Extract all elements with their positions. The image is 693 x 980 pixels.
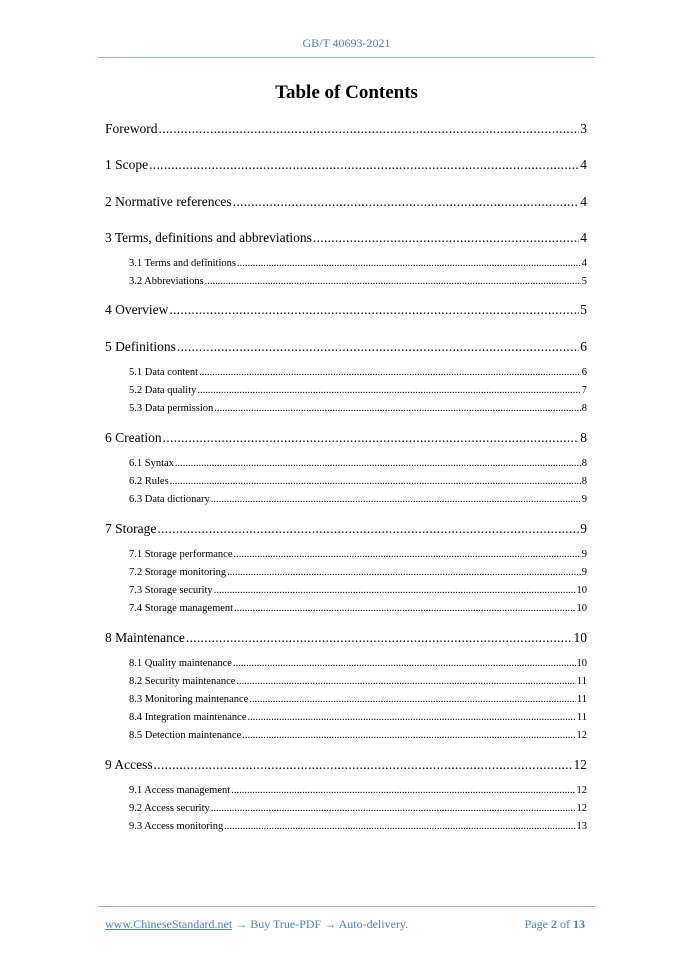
toc-leader-dots: [248, 712, 576, 723]
toc-chapter[interactable]: [105, 157, 587, 173]
toc-entry-page: 4: [580, 230, 587, 245]
toc-entry-page: 6: [580, 339, 587, 354]
toc-leader-dots: [199, 367, 581, 378]
toc-section[interactable]: [129, 712, 587, 723]
toc-leader-dots: [186, 630, 573, 646]
toc-entry-page: 4: [580, 194, 587, 209]
toc-entry-page: 8: [580, 430, 587, 445]
toc-entry-page: 5: [581, 276, 587, 287]
toc-leader-dots: [224, 821, 575, 832]
toc-leader-dots: [211, 803, 576, 814]
toc-entry-page: 9: [581, 567, 587, 578]
toc-leader-dots: [233, 194, 580, 210]
toc-section[interactable]: [129, 585, 587, 596]
toc-leader-dots: [233, 658, 576, 669]
toc-entry-label: 8 Maintenance: [105, 630, 185, 645]
page-current: 2: [551, 917, 557, 931]
toc-chapter[interactable]: [105, 121, 587, 137]
toc-leader-dots: [236, 676, 575, 687]
toc-leader-dots: [214, 585, 576, 596]
toc-entry-page: 3: [580, 121, 587, 136]
toc-entry-page: 10: [576, 585, 587, 596]
toc-entry-page: 6: [581, 367, 587, 378]
header-doc-id: GB/T 40693-2021: [302, 36, 391, 50]
toc-entry-page: 4: [580, 157, 587, 172]
toc-entry-label: 3.2 Abbreviations: [129, 276, 204, 287]
buy-pdf-link[interactable]: Buy True-PDF: [250, 917, 322, 931]
toc-entry-label: 9.2 Access security: [129, 803, 210, 814]
toc-entry-label: 8.2 Security maintenance: [129, 676, 236, 687]
toc-section[interactable]: [129, 785, 587, 796]
toc-entry-label: 6.2 Rules: [129, 476, 169, 487]
toc-leader-dots: [157, 521, 579, 537]
toc-leader-dots: [197, 385, 580, 396]
toc-leader-dots: [214, 403, 580, 414]
toc-entry-label: 5.1 Data content: [129, 367, 199, 378]
toc-leader-dots: [149, 157, 579, 173]
toc-leader-dots: [237, 258, 581, 269]
toc-leader-dots: [234, 549, 581, 560]
toc-entry-label: 8.3 Monitoring maintenance: [129, 694, 249, 705]
arrow-right-icon: →: [324, 917, 337, 931]
toc-entry-page: 10: [576, 603, 587, 614]
toc-chapter[interactable]: [105, 757, 587, 773]
page-title: Table of Contents: [275, 82, 418, 103]
toc-section[interactable]: [129, 458, 587, 469]
toc-entry-page: 8: [581, 403, 587, 414]
toc-section[interactable]: [129, 694, 587, 705]
toc-entry-page: 12: [576, 785, 587, 796]
toc-leader-dots: [169, 302, 579, 318]
site-link[interactable]: www.ChineseStandard.net: [105, 917, 233, 931]
toc-entry-page: 11: [576, 712, 587, 723]
toc-entry-label: 7.4 Storage management: [129, 603, 234, 614]
toc-section[interactable]: [129, 367, 587, 378]
toc-entry-label: 7.1 Storage performance: [129, 549, 233, 560]
toc-section[interactable]: [129, 549, 587, 560]
toc-entry-page: 11: [576, 694, 587, 705]
toc-leader-dots: [205, 276, 581, 287]
toc-entry-label: 3 Terms, definitions and abbreviations: [105, 230, 312, 245]
toc-entry-page: 7: [581, 385, 587, 396]
toc-section[interactable]: [129, 803, 587, 814]
toc-section[interactable]: [129, 603, 587, 614]
toc-entry-page: 10: [573, 630, 587, 645]
page-word: Page: [524, 917, 548, 931]
toc-entry-page: 12: [576, 803, 587, 814]
toc-entry-label: 5 Definitions: [105, 339, 176, 354]
toc-entry-page: 11: [576, 676, 587, 687]
toc-section[interactable]: [129, 385, 587, 396]
toc-section[interactable]: [129, 276, 587, 287]
toc-leader-dots: [227, 567, 581, 578]
toc-leader-dots: [175, 458, 581, 469]
toc-entry-page: 8: [581, 476, 587, 487]
toc-section[interactable]: [129, 258, 587, 269]
toc-leader-dots: [234, 603, 575, 614]
toc-entry-label: 9.1 Access management: [129, 785, 231, 796]
arrow-right-icon: →: [235, 917, 248, 931]
toc-section[interactable]: [129, 821, 587, 832]
toc-leader-dots: [177, 339, 579, 355]
page-indicator: [525, 917, 585, 932]
toc-entry-page: 10: [576, 658, 587, 669]
toc-section[interactable]: [129, 676, 587, 687]
toc-entry-label: 3.1 Terms and definitions: [129, 258, 236, 269]
toc-chapter[interactable]: [105, 339, 587, 355]
toc-entry-label: Foreword: [105, 121, 158, 136]
toc-entry-page: 12: [573, 757, 587, 772]
delivery-text: Auto-delivery.: [338, 917, 409, 931]
toc-leader-dots: [170, 476, 581, 487]
toc-chapter[interactable]: [105, 630, 587, 646]
toc-chapter[interactable]: [105, 430, 587, 446]
toc-entry-page: 13: [576, 821, 587, 832]
toc-section[interactable]: [129, 730, 587, 741]
toc-entry-label: 5.3 Data permission: [129, 403, 214, 414]
toc-entry-page: 9: [581, 494, 587, 505]
toc-leader-dots: [211, 494, 581, 505]
toc-leader-dots: [159, 121, 580, 137]
toc-entry-label: 5.2 Data quality: [129, 385, 197, 396]
header-divider: [98, 57, 595, 58]
toc-section[interactable]: [129, 476, 587, 487]
toc-entry-label: 6.3 Data dictionary: [129, 494, 210, 505]
toc-entry-label: 2 Normative references: [105, 194, 232, 209]
toc-leader-dots: [313, 230, 579, 246]
toc-entry-page: 8: [581, 458, 587, 469]
toc-entry-page: 5: [580, 302, 587, 317]
toc-entry-page: 9: [581, 549, 587, 560]
toc-entry-page: 12: [576, 730, 587, 741]
toc-entry-label: 7.3 Storage security: [129, 585, 213, 596]
toc-chapter[interactable]: [105, 521, 587, 537]
toc-section[interactable]: [129, 567, 587, 578]
footer-divider: [98, 906, 595, 907]
toc-section[interactable]: [129, 403, 587, 414]
toc-leader-dots: [154, 757, 573, 773]
toc-entry-label: 8.1 Quality maintenance: [129, 658, 232, 669]
page-total: 13: [573, 917, 585, 931]
toc-entry-label: 6 Creation: [105, 430, 162, 445]
toc-entry-label: 9 Access: [105, 757, 153, 772]
footer-promo: [105, 917, 408, 932]
toc-leader-dots: [163, 430, 580, 446]
toc-chapter[interactable]: [105, 230, 587, 246]
toc-entry-label: 6.1 Syntax: [129, 458, 174, 469]
toc-entry-page: 9: [580, 521, 587, 536]
toc-chapter[interactable]: [105, 194, 587, 210]
toc-entry-label: 8.4 Integration maintenance: [129, 712, 247, 723]
toc-entry-label: 9.3 Access monitoring: [129, 821, 224, 832]
toc-entry-label: 7 Storage: [105, 521, 157, 536]
toc-entry-label: 8.5 Detection maintenance: [129, 730, 242, 741]
of-word: of: [560, 917, 570, 931]
toc-entry-page: 4: [581, 258, 587, 269]
toc-section[interactable]: [129, 494, 587, 505]
toc-section[interactable]: [129, 658, 587, 669]
toc-entry-label: 1 Scope: [105, 157, 149, 172]
toc-leader-dots: [231, 785, 575, 796]
toc-entry-label: 4 Overview: [105, 302, 169, 317]
toc-chapter[interactable]: [105, 302, 587, 318]
toc-leader-dots: [242, 730, 575, 741]
toc-leader-dots: [249, 694, 576, 705]
toc-entry-label: 7.2 Storage monitoring: [129, 567, 227, 578]
